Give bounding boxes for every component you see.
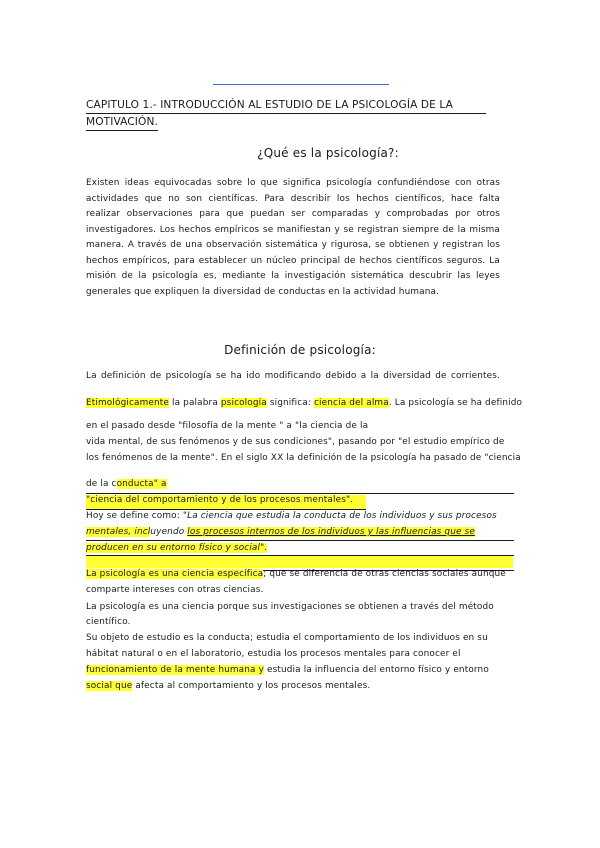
past-line-1: en el pasado desde "filosofía de la mente " a "la ciencia de la [86, 421, 369, 431]
science-line-1: La psicología es una ciencia porque sus investigaciones se obtienen a través del método [86, 602, 494, 612]
highlight-etymology: Etimológicamente [86, 398, 170, 408]
past-line-3: los fenómenos de la mente". En el siglo XX la definición de la psicología ha pasado de "ciencia [86, 453, 521, 463]
object-line-3: funcionamiento de la mente humana y estudia la influencia del entorno físico y entorno [86, 665, 489, 675]
today-line-3: producen en su entorno físico y social". [86, 543, 268, 553]
object-line-1: Su objeto de estudio es la conducta; estudia el comportamiento de los individuos en su [86, 633, 488, 643]
chapter-title-line1: CAPITULO 1.- INTRODUCCIÓN AL ESTUDIO DE LA PSICOLOGÍA DE LA [86, 97, 486, 114]
header-rule [213, 84, 389, 85]
section-heading-what-is: ¿Qué es la psicología?: [257, 146, 399, 160]
etymology-line: Etimológicamente la palabra psicología significa: ciencia del alma. La psicología se ha definido [86, 398, 523, 408]
highlight-psychology: psicología [220, 398, 267, 408]
specific-line-2: comparte intereses con otras ciencias. [86, 585, 264, 595]
past-line-2: vida mental, de sus fenómenos y de sus condiciones", pasando por "el estudio empírico de [86, 437, 505, 447]
highlight-conducta: onducta" a [116, 479, 167, 489]
behavior-definition: "ciencia del comportamiento y de los procesos mentales". [86, 495, 354, 505]
science-line-2: científico. [86, 617, 131, 627]
highlight-soul-science: ciencia del alma [314, 398, 389, 408]
today-line-2: mentales, incluyendo los procesos internos de los individuos y las influencias que se [86, 527, 475, 537]
section-heading-definition: Definición de psicología: [224, 343, 376, 357]
chapter-title [86, 97, 496, 131]
definition-intro: La definición de psicología se ha ido modificando debido a la diversidad de corrientes. [86, 371, 500, 381]
paragraph-what-is: Existen ideas equivocadas sobre lo que significa psicología confundiéndose con otras actividades que no son científicas. Para describir los hechos científicos, hace falta realizar observaciones para que puedan ser comparadas y comprobadas por otros investigadores. Los hechos empíricos se manifiestan y se registran siempre de la misma manera. A través de una observación sistemática y rigurosa, se obtienen y registran los hechos empíricos, para establecer un núcleo principal de hechos científicos seguros. La misión de la psicología es, mediante la investigación sistemática descubrir las leyes generales que expliquen la diversidad de conductas en la actividad humana. [86, 178, 500, 297]
object-line-4: social que afecta al comportamiento y los procesos mentales. [86, 681, 371, 691]
conducta-line: de la conducta" a [86, 479, 167, 489]
object-line-2: hábitat natural o en el laboratorio, estudia los procesos mentales para conocer el [86, 649, 461, 659]
specific-line-1: La psicología es una ciencia específica; que se diferencia de otras ciencias sociales aunque [86, 569, 506, 579]
chapter-title-line2: MOTIVACIÓN. [86, 114, 158, 131]
today-line-1: Hoy se define como: "La ciencia que estudia la conducta de los individuos y sus procesos [86, 511, 497, 521]
